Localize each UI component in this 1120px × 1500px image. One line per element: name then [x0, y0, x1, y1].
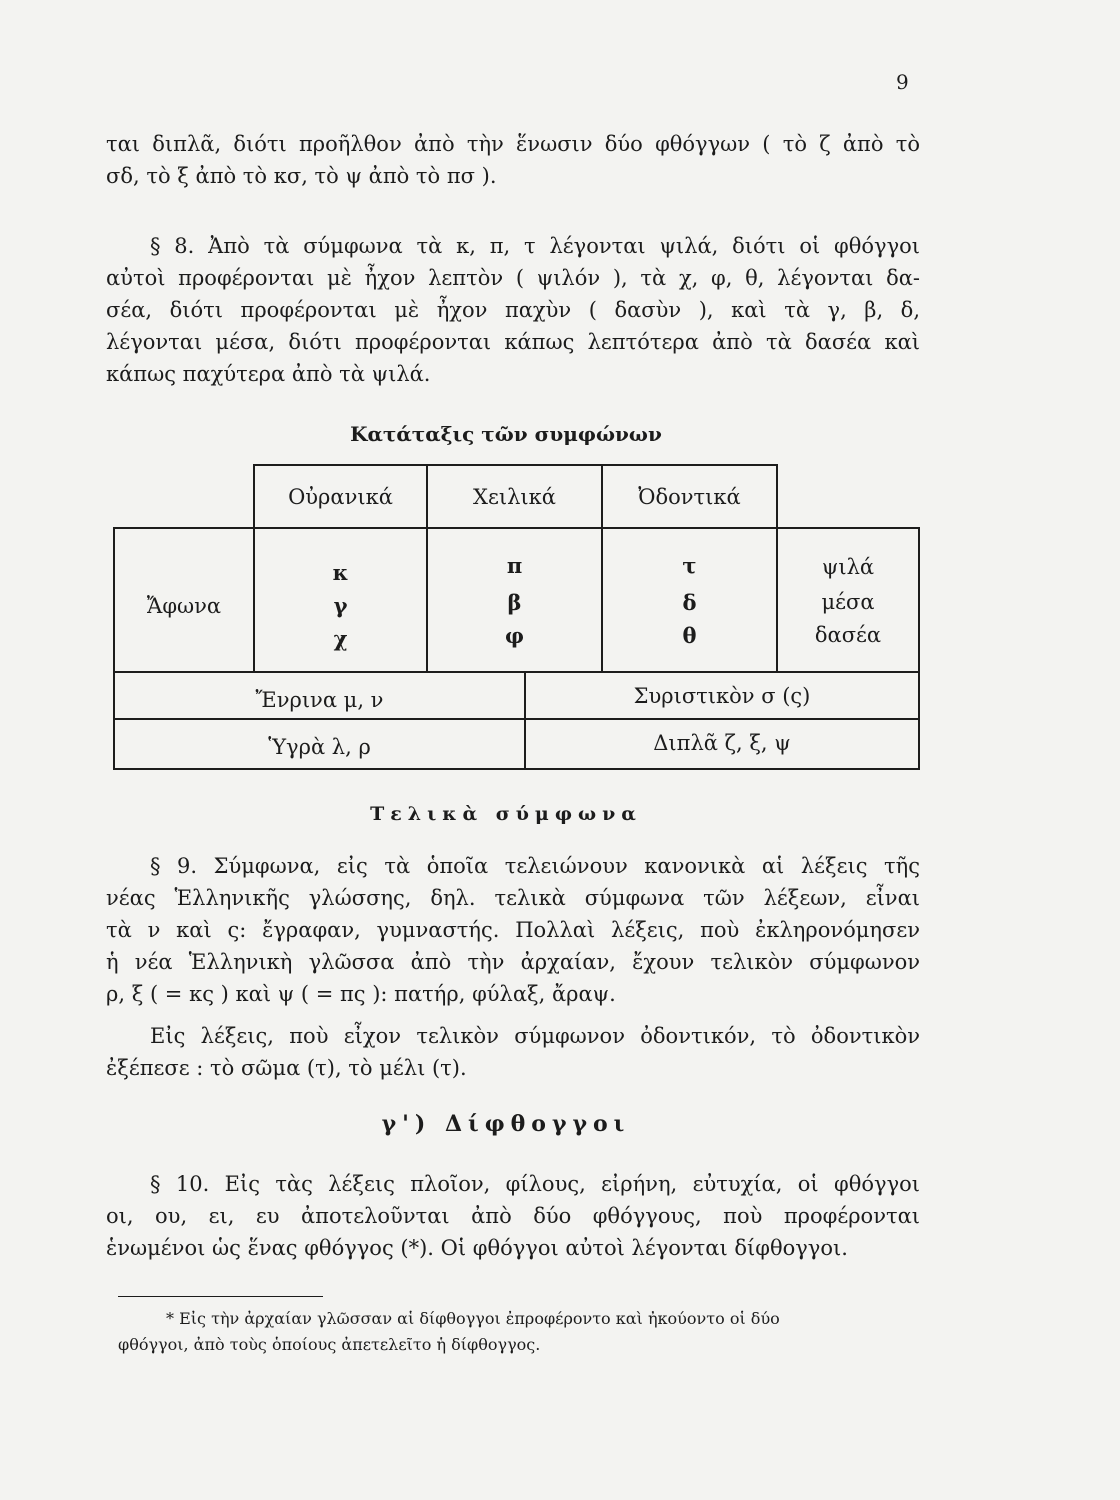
paragraph-9b — [106, 1020, 920, 1084]
text-line: ρ, ξ ( = κς ) καὶ ψ ( = πς ): πατήρ, φύλαξ, ἄραψ. — [106, 982, 616, 1006]
text-line: ἡ νέα Ἑλληνικὴ γλῶσσα ἀπὸ τὴν ἀρχαίαν, ἔχουν τελικὸν σύμφωνον — [106, 950, 920, 974]
table-cell: π — [506, 553, 523, 578]
col-head-dental: Ὀδοντικά — [638, 485, 741, 509]
footnote — [118, 1306, 930, 1358]
table-cell: κ — [332, 560, 349, 585]
text-line: οι, ου, ει, ευ ἀποτελοῦνται ἀπὸ δύο φθόγγους, ποὺ προφέρονται — [106, 1204, 920, 1228]
table-cell: χ — [333, 626, 348, 651]
col-head-palatal: Οὐρανικά — [288, 485, 393, 509]
text-line: σέα, διότι προφέρονται μὲ ἦχον παχὺν ( δασὺν ), καὶ τὰ γ, β, δ, — [106, 298, 920, 322]
text-line: αὐτοὶ προφέρονται μὲ ἦχον λεπτὸν ( ψιλόν ), τὰ χ, φ, θ, λέγονται δα- — [106, 266, 920, 290]
table-cell: β — [507, 590, 522, 615]
table-cell: τ — [682, 553, 697, 578]
paragraph-10 — [106, 1168, 920, 1264]
liquids-cell: Ὑγρὰ λ, ρ — [268, 735, 371, 759]
table-title: Κατάταξις τῶν συμφώνων — [350, 422, 662, 446]
table-cell: δ — [682, 590, 697, 615]
text-line: § 10. Εἰς τὰς λέξεις πλοῖον, φίλους, εἰρήνη, εὐτυχία, οἱ φθόγγοι — [150, 1172, 920, 1196]
text-line: σδ, τὸ ξ ἀπὸ τὸ κσ, τὸ ψ ἀπὸ τὸ πσ ). — [106, 164, 497, 188]
footnote-line: φθόγγοι, ἀπὸ τοὺς ὁποίους ἀπετελεῖτο ἡ δίφθογγος. — [118, 1335, 541, 1354]
table-cell: δασέα — [814, 623, 882, 647]
text-line: νέας Ἑλληνικῆς γλώσσης, δηλ. τελικὰ σύμφωνα τῶν λέξεων, εἶναι — [106, 886, 920, 910]
text-line: ται διπλᾶ, διότι προῆλθον ἀπὸ τὴν ἕνωσιν δύο φθόγγων ( τὸ ζ ἀπὸ τὸ — [106, 132, 920, 156]
section-heading-final-consonants: Τελικὰ σύμφωνα — [370, 803, 642, 825]
table-cell: μέσα — [821, 590, 875, 614]
footnote-rule — [118, 1296, 323, 1297]
table-cell: θ — [682, 623, 697, 648]
paragraph-8 — [106, 230, 920, 390]
text-line: ἐξέπεσε : τὸ σῶμα (τ), τὸ μέλι (τ). — [106, 1056, 467, 1080]
table-cell: γ — [333, 593, 348, 618]
doubles-cell: Διπλᾶ ζ, ξ, ψ — [653, 731, 791, 755]
table-cell: φ — [504, 623, 524, 648]
paragraph-9 — [106, 850, 920, 1010]
text-line: τὰ ν καὶ ς: ἔγραφαν, γυμναστής. Πολλαὶ λέξεις, ποὺ ἐκληρονόμησεν — [106, 918, 920, 942]
text-line: ἑνωμένοι ὡς ἕνας φθόγγος (*). Οἱ φθόγγοι αὐτοὶ λέγονται δίφθογγοι. — [106, 1236, 848, 1260]
text-line: κάπως παχύτερα ἀπὸ τὰ ψιλά. — [106, 362, 431, 386]
text-line: § 8. Ἀπὸ τὰ σύμφωνα τὰ κ, π, τ λέγονται ψιλά, διότι οἱ φθόγγοι — [150, 234, 920, 258]
row-label-aphona: Ἄφωνα — [146, 594, 222, 618]
text-line: § 9. Σύμφωνα, εἰς τὰ ὁποῖα τελειώνουν κανονικὰ αἱ λέξεις τῆς — [150, 854, 920, 878]
footnote-line: * Εἰς τὴν ἀρχαίαν γλῶσσαν αἱ δίφθογγοι ἐπροφέροντο καὶ ἠκούοντο οἱ δύο — [166, 1309, 780, 1328]
paragraph-intro — [106, 128, 920, 192]
section-heading-diphthongs: γ') Δίφθογγοι — [381, 1111, 631, 1137]
table-cell: ψιλά — [821, 555, 875, 579]
text-line: Εἰς λέξεις, ποὺ εἶχον τελικὸν σύμφωνον ὀδοντικόν, τὸ ὀδοντικὸν — [150, 1024, 920, 1048]
page-number: 9 — [896, 70, 909, 94]
nasals-cell: Ἔνρινα μ, ν — [255, 688, 384, 712]
sibilant-cell: Συριστικὸν σ (ς) — [633, 684, 811, 708]
text-line: λέγονται μέσα, διότι προφέρονται κάπως λεπτότερα ἀπὸ τὰ δασέα καὶ — [106, 330, 920, 354]
col-head-labial: Χειλικά — [473, 485, 556, 509]
